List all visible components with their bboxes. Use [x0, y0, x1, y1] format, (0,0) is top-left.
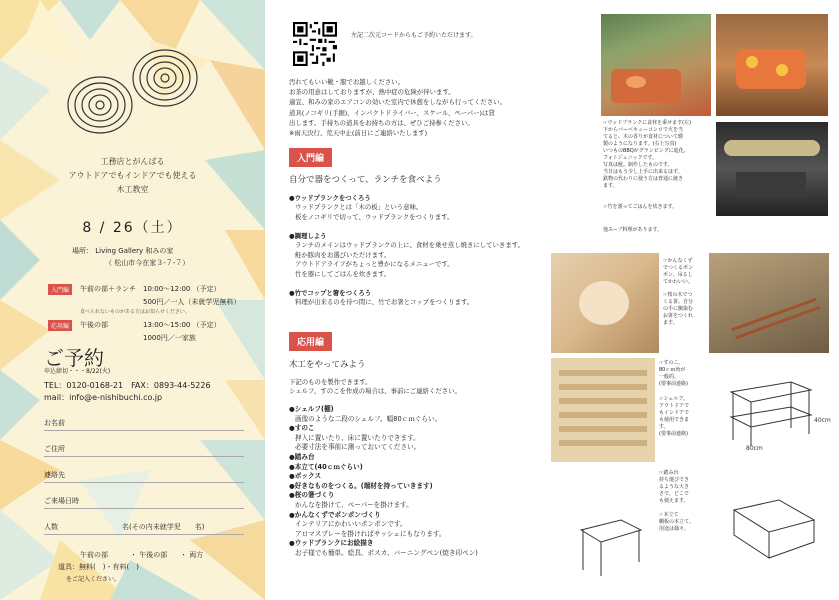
caption-soup: 他スープ料理があります。 — [603, 227, 663, 233]
subtitle-line-2: アウトドアでもインドアでも使える — [68, 171, 197, 180]
sketch-dim-height: 40cm — [814, 417, 831, 424]
session1-note: 食べられないものがある方はお知らせください。 — [80, 309, 190, 315]
event-date: 8 / 26（土） — [82, 220, 183, 236]
flyer-front-panel — [0, 0, 265, 600]
reservation-heading: ご予約 — [44, 346, 104, 370]
advanced-intro: 下記のものを製作できます。 シェルフ、すのこを作成の場合は、事前にご連絡ください。 — [289, 378, 461, 396]
tag-beginner: 入門編 — [48, 284, 72, 295]
deadline: 申込締切・・・8/22(火) — [44, 368, 111, 375]
session1-time: 10:00～12:00 （予定） — [143, 285, 221, 293]
section-beginner-heading: 入門編 — [289, 148, 332, 167]
section-beginner-subtitle: 自分で器をつくって、ランチを食べよう — [289, 175, 442, 185]
session1-title: 午前の部＋ランチ — [80, 285, 136, 293]
venue: 場所： Living Gallery 和みの家 — [72, 247, 174, 255]
list-item: ●好きなものをつくる。(端材を持っていきます) — [289, 481, 433, 490]
program-panel — [279, 0, 549, 600]
part-option-afternoon[interactable]: ・ 午後の部 — [130, 551, 168, 559]
venue-address: （ 松山市今在家３-７-７） — [105, 259, 190, 267]
qr-code-icon — [293, 22, 337, 66]
list-item: ●すのこ — [289, 424, 315, 433]
caption-step-stool: ☞踏み台 持ち運びでき るような大き さで、どこで も使えます。 — [659, 470, 690, 504]
list-item: ●ボックス — [289, 472, 322, 481]
photo-plank-cooking — [601, 14, 711, 116]
tools-note: をご記入ください。 — [66, 576, 121, 583]
tel-fax: TEL：0120-0168-21 FAX：0893-44-5226 — [44, 381, 211, 390]
people-field[interactable]: 人数 名(その内未就学児 名) — [44, 522, 244, 535]
wood-ring-illustration — [60, 40, 210, 150]
subtitle-line-1: 工務店とがんばる — [100, 157, 165, 166]
list-item: ●ウッドプランクにお絵描き — [289, 539, 374, 548]
photo-chopsticks — [709, 253, 829, 353]
caption-pompom: ☞かんなくず でつくるポン ポン。吊るし てかわいい。 — [663, 258, 694, 285]
visit-date-field[interactable]: ご来場日時 — [44, 496, 244, 509]
venue-name: Living Gallery 和みの家 — [95, 247, 174, 255]
list-item: ●シェルフ(棚) — [289, 405, 334, 413]
list-item: ●本立て(40ｃｍぐらい) — [289, 462, 363, 471]
sketch-dim-width: 80cm — [746, 445, 763, 452]
qr-note: 左記二次元コードからもご予約いただけます。 — [351, 32, 477, 39]
photo-sunoko — [551, 358, 655, 462]
tools-option[interactable]: 道具：無料( )・有料( ) — [58, 563, 139, 571]
session2-price: 1000円／一家族 — [143, 334, 196, 342]
people-suffix: 名(その内未就学児 名) — [122, 523, 205, 531]
advanced-item-list: ●シェルフ(棚) 画像のような二段のシェルフ。幅80ｃｍぐらい。 ●すのこ 押入に置いたり、床に置いたりできます。 必要寸法を事前に測っておいてください。 ●踏み台 ●本立て(40ｃｍぐらい) ●ボックス ●好きなものをつくる。(端材を持っていきます) ●桜の箸づくり かんなを掛けて、ペーパーを掛けます。 ●かんなくずでポンポンづくり インテリアにかわいいポンポンです。 アロマスプレーを掛ければサッシェにもなります。 ●ウッドプランクにお絵描き お子様でも簡単。絵具、ポスカ、バーニングペン(焼き印ペン) — [289, 405, 551, 559]
email: mail：info@e-nishibuchi.co.jp — [44, 393, 163, 402]
part-option-both[interactable]: ・ 両方 — [180, 551, 204, 559]
caption-chopsticks: ☞桜の木でつ くる箸。自分 の手に馴染む お箸をつくれ ます。 — [663, 292, 694, 326]
caption-plank-cooking: ☞ウッドプランクに食材を乗せます(左) 下からバーベキューコンロで火を当 てると、木の香りが食材について燻 製のようになります。(右上写真) いつものBBQがグランピングに進化。 フォトジェニックです。 写真は鮭。制作したものです。 当日はもう少し上手に出来るはず。 鉄物の代わりに使う方は普通に焼き ます。 — [603, 120, 692, 189]
bookstand-sketch-icon — [719, 480, 829, 570]
section-advanced-heading: 応用編 — [289, 332, 332, 351]
beginner-item-plank: ●ウッドプランクをつくろう ウッドプランクとは「木の板」という意味。 板をノコギリで切って、ウッドプランクをつくります。 — [289, 194, 454, 221]
list-item: ●桜の箸づくり — [289, 491, 335, 500]
list-item: ●踏み台 — [289, 452, 315, 461]
photo-shavings-pompom — [551, 253, 659, 353]
session2-title: 午後の部 — [80, 321, 108, 329]
name-field[interactable]: お名前 — [44, 418, 244, 431]
caption-bamboo-rice: ☞竹を割ってごはんを炊きます。 — [603, 204, 678, 210]
event-title: 木工教室 — [116, 185, 149, 194]
front-content — [0, 0, 265, 600]
session1-price: 500円／一人（未就学児無料） — [143, 298, 241, 306]
photo-bamboo-rice — [716, 122, 828, 216]
photo-panel — [551, 0, 839, 600]
session2-time: 13:00～15:00 （予定） — [143, 321, 221, 329]
beginner-item-bamboo: ●竹でコップと箸をつくろう 料理が出来るのを待つ間に、竹でお箸とコップをつくります。 — [289, 289, 474, 307]
caption-sunoko: ☞すのこ。 80ｃｍ角が 一般的。 (要事前連絡) — [659, 360, 688, 387]
part-option-morning[interactable]: 午前の部 — [80, 551, 108, 559]
contact-field[interactable]: 連絡先 — [44, 470, 244, 483]
address-field[interactable]: ご住所 — [44, 444, 244, 457]
stool-sketch-icon — [571, 500, 651, 580]
shelf-sketch-icon — [711, 362, 829, 452]
notice-text: 汚れてもいい靴・服でお越しください。 お茶の用意はしておりますが、熱中症の危険が伴います。 適宜、和みの家のエアコンの効いた室内で休憩をしながら行ってください。 道具(ノコギリ(手鋸)、インパクトドライバー、スケール、ペーパー)は貸 出します。手持ちの道具をお持ちの方は、ぜひご持参ください。 ※雨天決行、荒天中止(前日にご連絡いたします) — [289, 78, 506, 138]
caption-bookstand: ☞本立て 棚板の本立て。 用途は様々。 — [659, 512, 694, 532]
caption-shelf: ☞シェルフ。 アウトドアで もインドアで も使用できま す。 (要事前連絡) — [659, 396, 690, 437]
beginner-item-cooking: ●調理しよう ランチのメインはウッドプランクの上に、食材を乗せ蒸し焼きにしていきます。 鮭か豚肉をお選びいただけます。 アウトドアライフがちょっと豊かになるメニューです。 竹を器にしてごはんを炊きます。 — [289, 232, 524, 278]
photo-salmon-plank — [716, 14, 828, 116]
list-item: ●かんなくずでポンポンづくり — [289, 510, 381, 519]
section-advanced-subtitle: 木工をやってみよう — [289, 360, 366, 370]
tag-advanced: 応用編 — [48, 320, 72, 331]
